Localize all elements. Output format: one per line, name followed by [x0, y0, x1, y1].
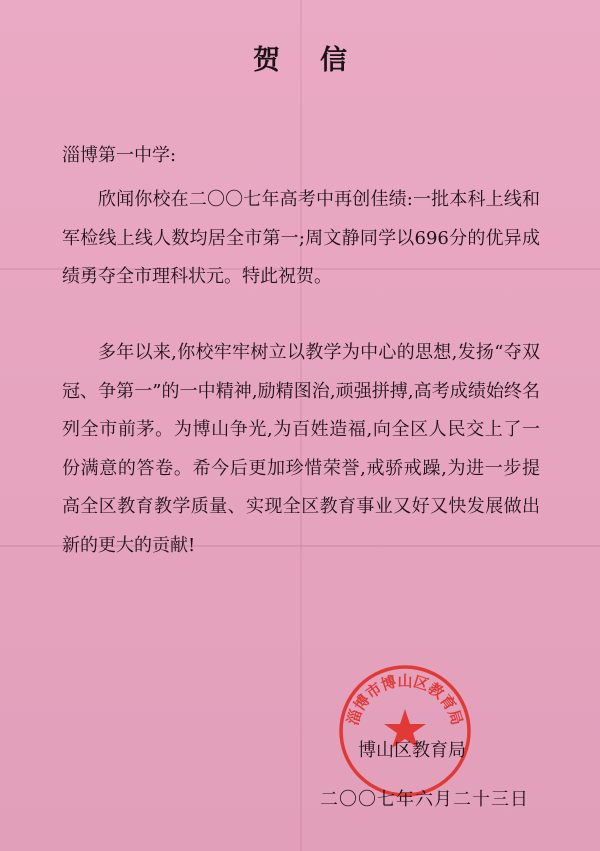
letter-date: 二〇〇七年六月二十三日 [320, 789, 529, 810]
salutation: 淄博第一中学: [62, 145, 177, 166]
official-seal [335, 661, 475, 801]
signer-name: 博山区教育局 [358, 740, 466, 761]
body-paragraph-1: 欣闻你校在二〇〇七年高考中再创佳绩:一批本科上线和军检线上线人数均居全市第一;周文静同学以696分的优异成绩勇夺全市理科状元。特此祝贺。 [62, 189, 540, 287]
body-paragraph-2: 多年以来,你校牢牢树立以教学为中心的思想,发扬“夺双冠、争第一”的一中精神,励精图治,顽强拼搏,高考成绩始终名列全市前茅。为博山争光,为百姓造福,向全区人民交上了一份满意的答卷。希今后更加珍惜荣誉,戒骄戒躁,为进一步提高全区教育教学质量、实现全区教育事业又好又快发展做出新的更大的贡献! [62, 342, 540, 556]
svg-text:淄博市博山区教育局: 淄博市博山区教育局 [343, 671, 467, 728]
letter-title: 贺信 [253, 45, 387, 76]
